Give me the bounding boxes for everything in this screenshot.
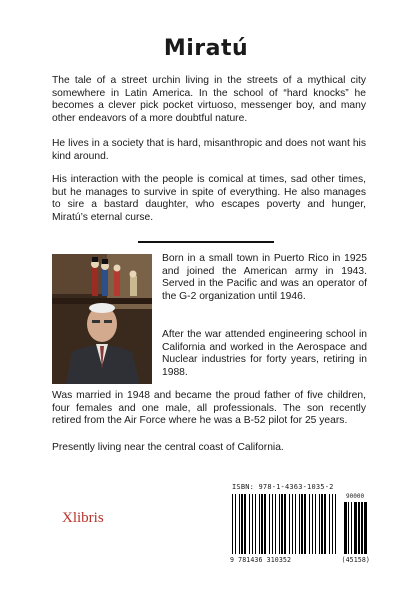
barcode-digits — [230, 556, 370, 564]
synopsis-paragraph-2: He lives in a society that is hard, misanthropic and does not want his kind around. — [52, 138, 366, 162]
isbn-label: ISBN: 978-1-4363-1035-2 — [232, 483, 334, 491]
price-code: 90000 — [346, 493, 365, 500]
author-photo — [52, 254, 152, 384]
author-bio-paragraph-2: After the war attended engineering school in California and worked in the Aerospace and Nuclear industries for forty years, retiring in 1988. — [162, 329, 367, 378]
author-bio-paragraph-3: Was married in 1948 and became the proud father of five children, four females and one male, all professionals. The son recently retired from the Air Force where he was a B-52 pilot for 25 years. — [52, 390, 366, 427]
book-title: Miratú — [163, 36, 249, 61]
author-bio-paragraph-1: Born in a small town in Puerto Rico in 1925 and joined the American army in 1943. Served in the Pacific and was an operator of the G-2 organization until 1946. — [162, 253, 367, 302]
barcode — [230, 494, 370, 556]
author-bio-paragraph-4: Presently living near the central coast of California. — [52, 442, 284, 453]
section-divider — [138, 241, 274, 243]
synopsis-paragraph-1: The tale of a street urchin living in the streets of a mythical city somewhere in Latin America. In the school of “hard knocks” he becomes a clever pick pocket virtuoso, messenger boy, and many other endeavors of a more doubtful nature. — [52, 75, 366, 124]
barcode-code: (45158) — [341, 556, 370, 564]
publisher-logo: Xlibris — [62, 510, 104, 526]
synopsis-paragraph-3: His interaction with the people is comical at times, sad other times, but he manages to survive in spite of everything. He also manages to sire a bastard daughter, who escapes poverty and hunger, Miratú’s eternal curse. — [52, 174, 366, 223]
barcode-number: 9 781436 310352 — [230, 556, 292, 564]
